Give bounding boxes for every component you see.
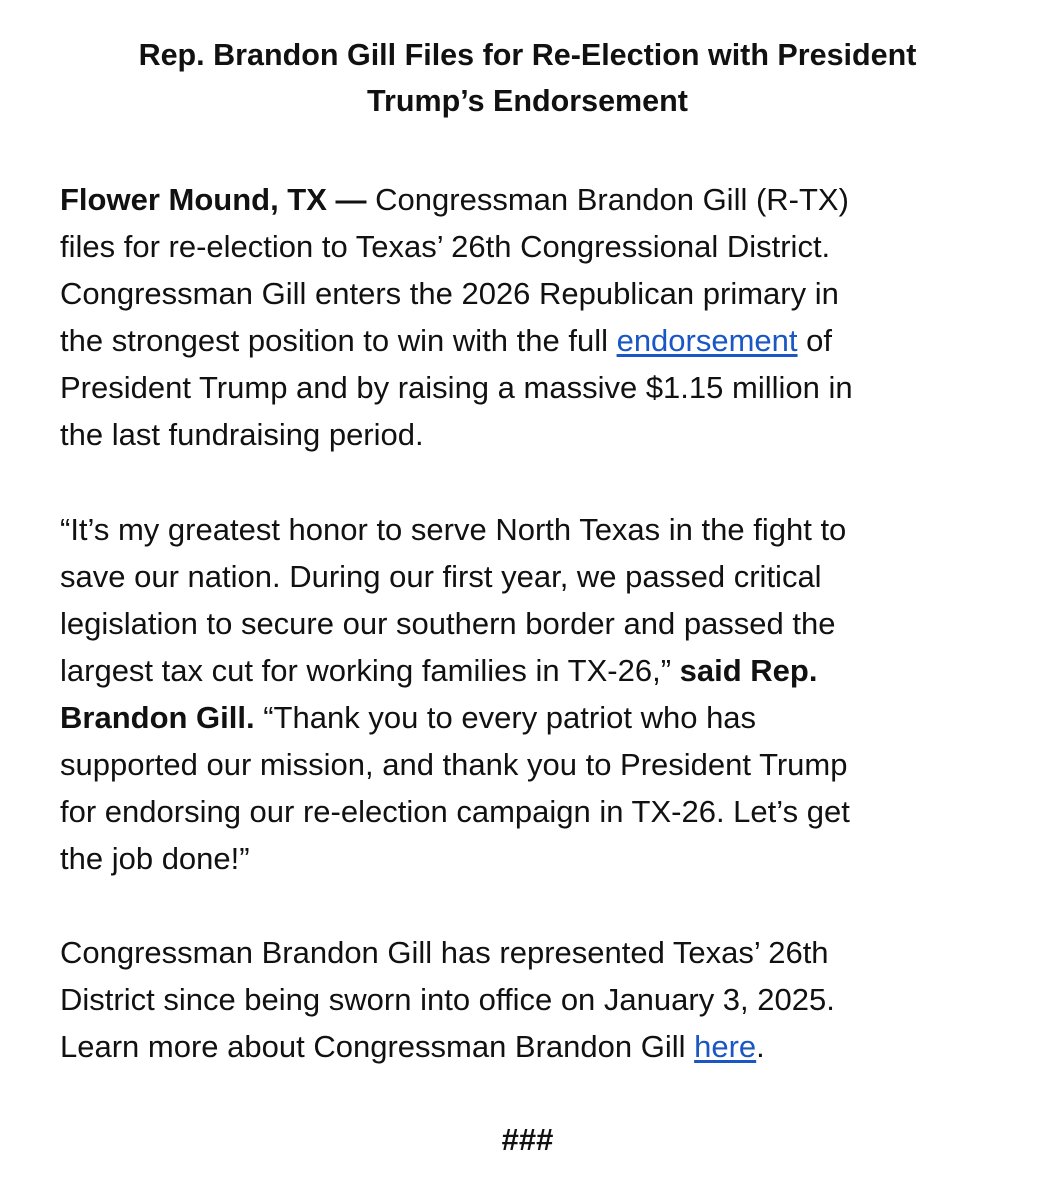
paragraph-2-line-5-text: “Thank you to every patriot who has [254,700,757,735]
paragraph-1-line-4-text: the strongest position to win with the full [60,323,617,358]
paragraph-2-line-2: save our nation. During our first year, we passed critical [60,559,822,594]
paragraph-1-line-4-tail: of [797,323,832,358]
paragraph-1-line-1-text: Congressman Brandon Gill (R-TX) [366,182,849,217]
paragraph-1-line-3: Congressman Gill enters the 2026 Republican primary in [60,276,839,311]
paragraph-3-line-1: Congressman Brandon Gill has represented Texas’ 26th [60,935,829,970]
endorsement-link[interactable]: endorsement [616,323,798,358]
paragraph-3-line-3 [60,1023,835,1070]
paragraph-2-line-3: legislation to secure our southern border and passed the [60,606,836,641]
paragraph-1-line-6: the last fundraising period. [60,417,424,452]
paragraph-1-line-2: files for re-election to Texas’ 26th Congressional District. [60,229,831,264]
paragraph-3-line-3-tail: . [756,1029,765,1064]
paragraph-2-line-4-text: largest tax cut for working families in TX-26,” [60,653,680,688]
title-line-1: Rep. Brandon Gill Files for Re-Election with President [138,38,917,72]
paragraph-3-line-3-text: Learn more about Congressman Brandon Gill [60,1029,695,1064]
paragraph-1-line-4 [60,317,853,364]
paragraph-quote [60,506,850,882]
paragraph-2-line-6: supported our mission, and thank you to President Trump [60,747,848,782]
paragraph-2-line-4 [60,647,850,694]
dateline: Flower Mound, TX — [60,182,367,217]
learn-more-link[interactable]: here [694,1029,757,1064]
paragraph-announcement [60,176,853,458]
quote-attribution-part-2: Brandon Gill. [60,700,255,735]
press-release-title [60,32,995,124]
paragraph-3-line-2: District since being sworn into office on January 3, 2025. [60,982,835,1017]
end-mark: ### [501,1122,554,1157]
paragraph-bio [60,929,835,1070]
paragraph-2-line-7: for endorsing our re-election campaign in TX-26. Let’s get [60,794,850,829]
quote-attribution-part-1: said Rep. [679,653,818,688]
paragraph-1-line-1 [60,176,853,223]
paragraph-1-line-5: President Trump and by raising a massive $1.15 million in [60,370,853,405]
paragraph-2-line-5 [60,694,850,741]
title-line-2: Trump’s Endorsement [367,84,688,118]
paragraph-2-line-8: the job done!” [60,841,250,876]
paragraph-2-line-1: “It’s my greatest honor to serve North Texas in the fight to [60,512,847,547]
